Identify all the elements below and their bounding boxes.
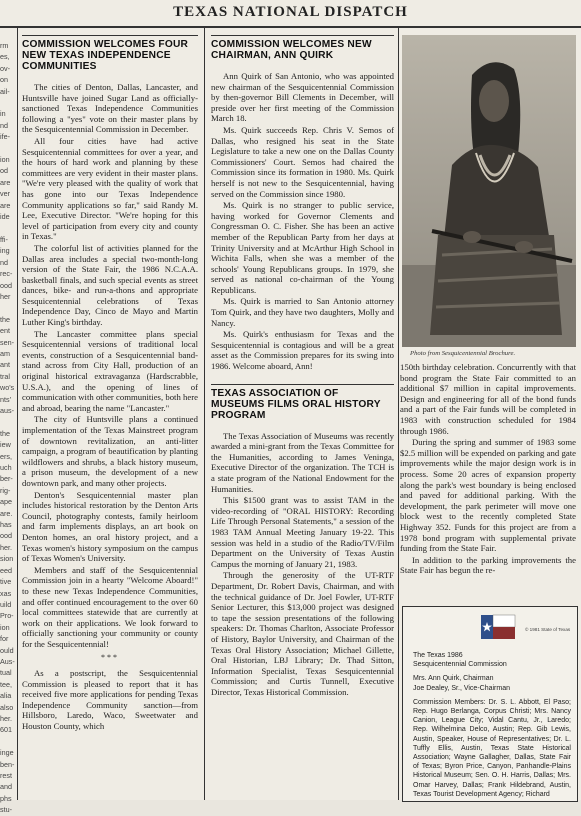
margin-fragment: tive: [0, 577, 12, 587]
margin-fragment: [0, 223, 16, 234]
margin-fragment: nd: [0, 120, 8, 130]
margin-fragment: ail-: [0, 86, 10, 96]
margin-fragment: ood: [0, 280, 12, 290]
margin-fragment: rm: [0, 41, 9, 50]
margin-fragment: [0, 736, 16, 747]
margin-fragment: ben-: [0, 759, 15, 769]
margin-fragment: ide: [0, 212, 10, 222]
headline-rule: [211, 384, 394, 385]
margin-fragment: the: [0, 428, 10, 438]
paragraph: Members and staff of the Sesquicentennial Commission join in a hearty "Welcome Aboard!" to these new Texas Independence Communities, and offer continued encouragement to the over 60 local committees statewide that are currently at work on their applications. We look forward to officially sanctioning your community or county for the Sesquicentennial!: [22, 564, 198, 649]
sesquicentennial-photo: [402, 35, 576, 347]
paragraph: During the spring and summer of 1983 some $2.5 million will be expended on parking and gate improvements while the major design work is in process. Some 20 acres of expansion property along the park's west boundary is being enclosed and paved for additional parking. With the development, the park perimeter will move one block west to the recently completed State Highway 352. Funds for this project are from a 1978 bond program with supplemental private funding from the State Fair.: [400, 437, 576, 554]
article-body: [211, 71, 394, 372]
margin-fragment: are: [0, 200, 11, 210]
margin-fragment: ber-: [0, 474, 13, 484]
margin-fragment: her.: [0, 542, 12, 552]
paragraph: The Texas Association of Museums was recently awarded a mini-grant from the Texas Committee for the Humanities, according to James Veninga, Executive Director of the organization. The TCH is a state program of the National Endowment for the Humanities.: [211, 430, 394, 494]
box-line: The Texas 1986: [413, 652, 463, 659]
paragraph: Ms. Quirk is married to San Antonio attorney Tom Quirk, and they have two daughters, Molly and Nancy.: [211, 296, 394, 328]
margin-fragment: ion: [0, 155, 10, 165]
photo-caption: Photo from Sesquicentennial Brochure.: [410, 350, 516, 357]
margin-fragment: alia: [0, 691, 12, 701]
margin-fragment: nd: [0, 257, 8, 267]
copyright-note: © 1981 State of Texas: [525, 627, 571, 632]
article-state-fair: [400, 362, 576, 602]
margin-fragment: es,: [0, 52, 10, 62]
column-rule: [398, 28, 399, 800]
article-body: [211, 431, 394, 698]
margin-fragment: ion: [0, 622, 10, 632]
article-four-communities: [22, 35, 198, 800]
box-line: Joe Dealey, Sr., Vice-Chairman: [413, 684, 511, 692]
article-body: [22, 82, 198, 732]
commission-roster: [413, 651, 571, 799]
paragraph: The city of Huntsville plans a continued implementation of the Texas Mainstreet program of downtown revitalization, an anti-litter campaign, a program of beautification by planting wildflowers and shrubs, a black history museum, a prison museum, the development of a new downtown park, and many other projects.: [22, 414, 198, 488]
margin-fragment: in: [0, 109, 6, 119]
margin-fragment: xas: [0, 588, 12, 598]
margin-fragment: ife-: [0, 132, 10, 142]
margin-fragment: the: [0, 314, 10, 324]
box-line: Sesquicentennial Commission: [413, 661, 507, 669]
margin-fragment: has: [0, 520, 12, 530]
margin-fragment: stu-: [0, 805, 12, 815]
margin-fragment: wo's: [0, 383, 15, 393]
margin-fragment: for: [0, 634, 9, 644]
margin-fragment: ing: [0, 246, 10, 256]
margin-fragment: ver: [0, 189, 10, 199]
margin-fragment: her.: [0, 713, 12, 723]
margin-fragment: od: [0, 166, 8, 176]
paragraph: Denton's Sesquicentennial master plan includes historical restoration by the Denton Arts Council, photography contests, family heirloom and farm implements displays, an art book on Denton homes, an oral history project, and a Texas women's history symposium on the campus of Texas Women's University.: [22, 489, 198, 564]
margin-fragment: phs: [0, 793, 12, 803]
margin-fragment: [0, 416, 16, 427]
masthead: [0, 0, 581, 28]
headline-rule: [211, 35, 394, 36]
margin-fragment: rec-: [0, 269, 13, 279]
column-rule: [204, 28, 205, 800]
margin-fragment: [0, 302, 16, 313]
margin-fragment: [0, 97, 16, 108]
margin-fragment: ould: [0, 645, 14, 655]
paragraph: Ann Quirk of San Antonio, who was appointed new chairman of the Sesquicentennial Commission by then-governor Bill Clements in December, will preside over her first meeting of the Commission March 18.: [211, 71, 394, 124]
headline-four-communities: COMMISSION WELCOMES FOUR NEW TEXAS INDEPENDENCE COMMUNITIES: [22, 39, 189, 72]
margin-fragment: on: [0, 75, 8, 85]
margin-fragment: tral: [0, 371, 10, 381]
margin-fragment: ffi-: [0, 234, 8, 244]
margin-fragment: Aus-: [0, 656, 15, 666]
headline-rule: [22, 35, 198, 36]
margin-fragment: eed: [0, 565, 12, 575]
paragraph: Ms. Quirk is no stranger to public service, having worked for Governor Clements and Congressman O. C. Fisher. She has been an active member of the Republican Party from her days at Trinity University and at McArthur High School in Wichita Falls, when she was a member of the schools' Young Republicans groups. In 1979, she served as national co-chairman of the Young Republicans.: [211, 200, 394, 295]
margin-fragment: nts': [0, 394, 11, 404]
margin-fragment: are: [0, 177, 11, 187]
paragraph: The colorful list of activities planned for the Dallas area includes a special two-month-long version of the State Fair, the 1986 N.C.A.A. basketball finals, and such special events as street dances, bike- and run-a-thons and appropriate Sesquicentennial celebrations of Texas Independence Day, Cinco de Mayo and Martin Luther King's birthday.: [22, 242, 198, 328]
margin-fragment: ent: [0, 326, 10, 336]
commission-info-box: [402, 606, 578, 802]
margin-fragment: inge: [0, 748, 14, 758]
paragraph: The cities of Denton, Dallas, Lancaster, and Huntsville have joined Sugar Land as officially-sanctioned Texas Independence Communities following a "yes" vote on their master plans by the Sesquicentennial Commission in December.: [22, 82, 198, 135]
paragraph: 150th birthday celebration. Concurrently with that bond program the State Fair committed to an additional $7 million in capital improvements. Design and engineering for all of the bond funds and a part of the Fair funds will be completed in 1983 with construction scheduled for 1984 through 1986.: [400, 362, 576, 436]
margin-fragment: ers,: [0, 451, 12, 461]
margin-fragment: rig-: [0, 485, 11, 495]
texas-flag-logo-icon: [481, 615, 515, 639]
headline-museums-oral-history: TEXAS ASSOCIATION OF MUSEUMS FILMS ORAL HISTORY PROGRAM: [211, 387, 381, 421]
margin-fragment: 601: [0, 725, 12, 735]
margin-fragment: ape: [0, 497, 12, 507]
column-rule: [17, 28, 18, 800]
margin-fragment: are.: [0, 508, 13, 518]
paragraph: In addition to the parking improvements the State Fair has begun the re-: [400, 554, 576, 576]
margin-fragment: ood: [0, 531, 12, 541]
margin-fragment: uch: [0, 463, 12, 473]
box-line: Mrs. Ann Quirk, Chairman: [413, 675, 494, 683]
margin-fragment: tee,: [0, 679, 12, 689]
paragraph: Through the generosity of the UT-RTF Department, Dr. Robert Davis, Chairman, and with the technical guidance of Dr. Joel Fowler, UT-RTF Senior Lecturer, this $13,000 project was designed to tape the session presentations of the following speakers: Dr. Thomas Charlton, Associate Professor of History, Baylor University, and Chairman of the Texas Oral History Association; Michael Gillette, Oral Historian, LBJ Library; Dr. Thad Sitton, Information Specialist, Texas Sesquicentennial Commission; and Curtis Tunnell, Executive Director, Texas Historical Commission.: [211, 570, 394, 697]
margin-fragment: ant: [0, 360, 10, 370]
headline-new-chairman: COMMISSION WELCOMES NEW CHAIRMAN, ANN QUIRK: [211, 39, 372, 61]
margin-fragment: Pro-: [0, 611, 14, 621]
paragraph: Ms. Quirk succeeds Rep. Chris V. Semos of Dallas, who resigned his seat in the State Legislature to take a new one on the Dallas County Commissioners' Court. Semos had chaired the Commission since its formation in 1980. Ms. Quirk herself is not new to the Sesquicentennial, having served on the Commission since 1980.: [211, 124, 394, 199]
margin-fragment: also: [0, 702, 14, 712]
margin-fragment: iew: [0, 440, 11, 450]
middle-column: [211, 35, 394, 800]
paragraph: This $1500 grant was to assist TAM in the video-recording of "ORAL HISTORY: Recording Life Through Personal Statements," a session of the 1983 TAM Annual Meeting January 19-22. This session was held in a studio of the Radio/TV/Film Department on the University of Texas Austin Campus the morning of January 21, 1983.: [211, 495, 394, 569]
margin-fragment: aus-: [0, 406, 14, 415]
section-separator: ***: [101, 653, 119, 663]
paragraph: The Lancaster committee plans special Sesquicentennial versions of traditional local events, construction of a Sesquicentennial band-stand across from City Hall, production of an original historical extravaganza (Hardscrabble, U.S.A.), and the opening of lines of communication with other communities, both here and abroad, bearing the name "Lancaster.": [22, 328, 198, 413]
box-line: Commission Members: Dr. S. L. Abbott, El Paso; Rep. Hugo Berlanga, Corpus Christi; Mrs. Nancy Canion, League City; Vidal Cantu, Jr., Laredo; Rep. Wilhelmina Delco, Austin; Rep. Gib Lewis, Austin, Speaker, House of Representatives; Dr. L. Tuffly Ellis, Austin, Texas State Historical Association; Wayne Gallagher, Dallas, State Fair of Texas; Byron Price, Canyon, Panhandle-Plains Historical Museum; Sen. O. H. Harris, Dallas; Mrs. Omar Harvey, Dallas; Frank Hildebrand, Austin, Texas Tourist Development Agency; Richard: [413, 698, 571, 798]
margin-fragment: sen-: [0, 337, 14, 347]
paragraph: Ms. Quirk's enthusiasm for Texas and the Sesquicentennial is contagious and will be a great asset as the Commission prepares for its swing into 1986. Welcome aboard, Ann!: [211, 329, 394, 372]
margin-fragment: tual: [0, 668, 12, 678]
masthead-title: TEXAS NATIONAL DISPATCH: [173, 4, 408, 20]
margin-fragment: [0, 143, 16, 154]
margin-fragment: am: [0, 348, 10, 358]
margin-fragment: her: [0, 291, 11, 301]
margin-fragment: and: [0, 782, 12, 792]
paragraph: As a postscript, the Sesquicentennial Commission is pleased to report that it has received five more applications for pending Texas Independence Community sanction—from Hillsboro, Laredo, Waco, Sweetwater and Houston County, which: [22, 668, 198, 732]
paragraph: All four cities have had active Sesquicentennial committees for over a year, and the hours of hard work and planning by these committees are very evident in their master plans. "We're very pleased with the quality of work that has gone into our Texas Independence Community applications so far," said Randy M. Lee, Executive Director. "We're hoping for this level of participation from every city and county in Texas.": [22, 135, 198, 242]
previous-page-margin: [0, 40, 16, 815]
margin-fragment: uild: [0, 599, 12, 609]
margin-fragment: ov-: [0, 63, 10, 73]
margin-fragment: rest: [0, 771, 12, 780]
margin-fragment: sion: [0, 554, 14, 564]
